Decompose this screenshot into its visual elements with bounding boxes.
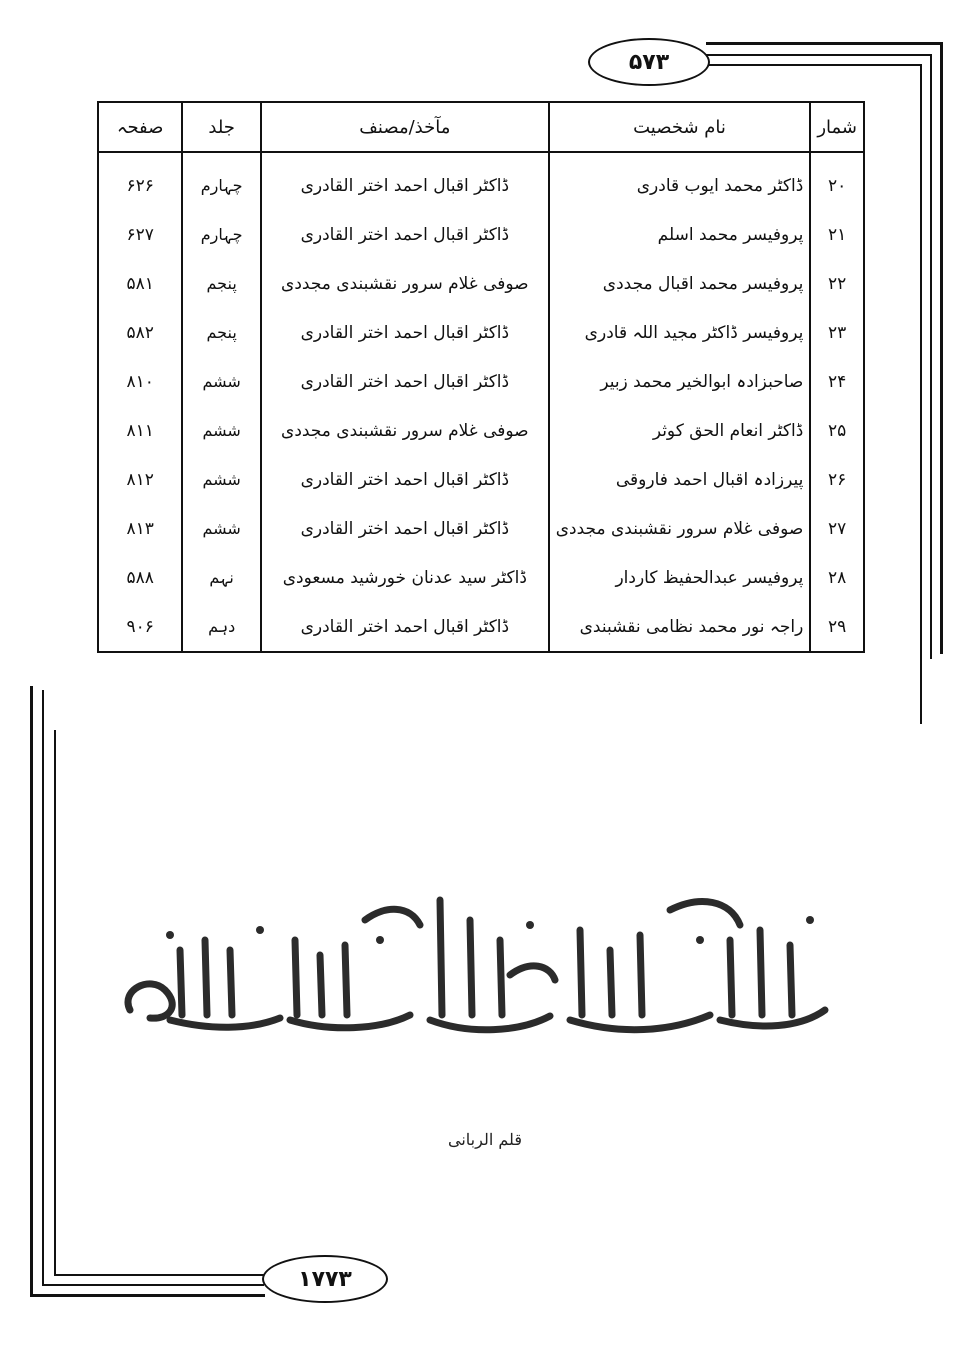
cell-source: ڈاکٹر سید عدنان خورشید مسعودی [261,553,549,602]
cell-page: ۵۸۸ [98,553,182,602]
cell-page: ۹۰۶ [98,602,182,652]
cell-name: ڈاکٹر محمد ایوب قادری [549,152,811,210]
cell-source: ڈاکٹر اقبال احمد اختر القادری [261,210,549,259]
frame-line [42,1284,264,1286]
cell-volume: دہم [182,602,261,652]
frame-line [706,54,932,56]
frame-line [42,690,44,1285]
page-number-bottom: ۱۷۷۳ [262,1255,388,1303]
table-row [98,210,864,259]
cell-name: پروفیسر ڈاکٹر مجید اللہ قادری [549,308,811,357]
table-row [98,504,864,553]
cell-name: راجہ نور محمد نظامی نقشبندی [549,602,811,652]
cell-sno: ۲۴ [810,357,864,406]
cell-volume: ششم [182,357,261,406]
header-volume: جلد [182,102,261,152]
header-sno: شمار [810,102,864,152]
cell-sno: ۲۰ [810,152,864,210]
cell-sno: ۲۶ [810,455,864,504]
table-row [98,152,864,210]
cell-source: ڈاکٹر اقبال احمد اختر القادری [261,152,549,210]
cell-source: صوفی غلام سرور نقشبندی مجددی [261,259,549,308]
cell-volume: چہارم [182,152,261,210]
cell-sno: ۲۲ [810,259,864,308]
cell-volume: چہارم [182,210,261,259]
cell-page: ۸۱۳ [98,504,182,553]
cell-volume: پنجم [182,259,261,308]
table-row [98,406,864,455]
table-row [98,308,864,357]
index-table [97,101,865,653]
attribution-text: قلم الربانی [448,1130,522,1149]
calligraphy-artwork [110,880,840,1050]
cell-page: ۶۲۶ [98,152,182,210]
frame-line [30,686,33,1296]
cell-sno: ۲۳ [810,308,864,357]
cell-source: ڈاکٹر اقبال احمد اختر القادری [261,308,549,357]
cell-volume: ششم [182,406,261,455]
page-number-top: ۵۷۳ [588,38,710,86]
cell-name: پروفیسر عبدالحفیظ کاردار [549,553,811,602]
frame-line [930,54,932,659]
cell-name: پروفیسر محمد اقبال مجددی [549,259,811,308]
frame-line [940,42,943,654]
table-row [98,553,864,602]
cell-page: ۶۲۷ [98,210,182,259]
table-header-row [98,102,864,152]
frame-line [920,64,922,724]
cell-source: ڈاکٹر اقبال احمد اختر القادری [261,602,549,652]
cell-source: ڈاکٹر اقبال احمد اختر القادری [261,357,549,406]
cell-name: پیرزادہ اقبال احمد فاروقی [549,455,811,504]
header-name: نام شخصیت [549,102,811,152]
header-source: مآخذ/مصنف [261,102,549,152]
cell-source: ڈاکٹر اقبال احمد اختر القادری [261,504,549,553]
frame-line [30,1294,265,1297]
frame-line [54,730,56,1275]
cell-name: پروفیسر محمد اسلم [549,210,811,259]
cell-sno: ۲۸ [810,553,864,602]
cell-volume: پنجم [182,308,261,357]
header-page: صفحہ [98,102,182,152]
frame-line [54,1274,264,1276]
cell-source: ڈاکٹر اقبال احمد اختر القادری [261,455,549,504]
table-row [98,259,864,308]
cell-sno: ۲۹ [810,602,864,652]
cell-volume: ششم [182,455,261,504]
table-row [98,455,864,504]
cell-page: ۸۱۲ [98,455,182,504]
table-row [98,602,864,652]
table-row [98,357,864,406]
cell-sno: ۲۱ [810,210,864,259]
frame-line [706,42,943,45]
cell-page: ۸۱۰ [98,357,182,406]
cell-volume: نہم [182,553,261,602]
frame-line [706,64,922,66]
calligraphy-title [110,880,840,1050]
cell-name: ڈاکٹر انعام الحق کوثر [549,406,811,455]
cell-source: صوفی غلام سرور نقشبندی مجددی [261,406,549,455]
cell-page: ۵۸۱ [98,259,182,308]
cell-sno: ۲۷ [810,504,864,553]
cell-name: صوفی غلام سرور نقشبندی مجددی [549,504,811,553]
cell-page: ۵۸۲ [98,308,182,357]
cell-name: صاحبزادہ ابوالخیر محمد زبیر [549,357,811,406]
cell-sno: ۲۵ [810,406,864,455]
cell-page: ۸۱۱ [98,406,182,455]
cell-volume: ششم [182,504,261,553]
